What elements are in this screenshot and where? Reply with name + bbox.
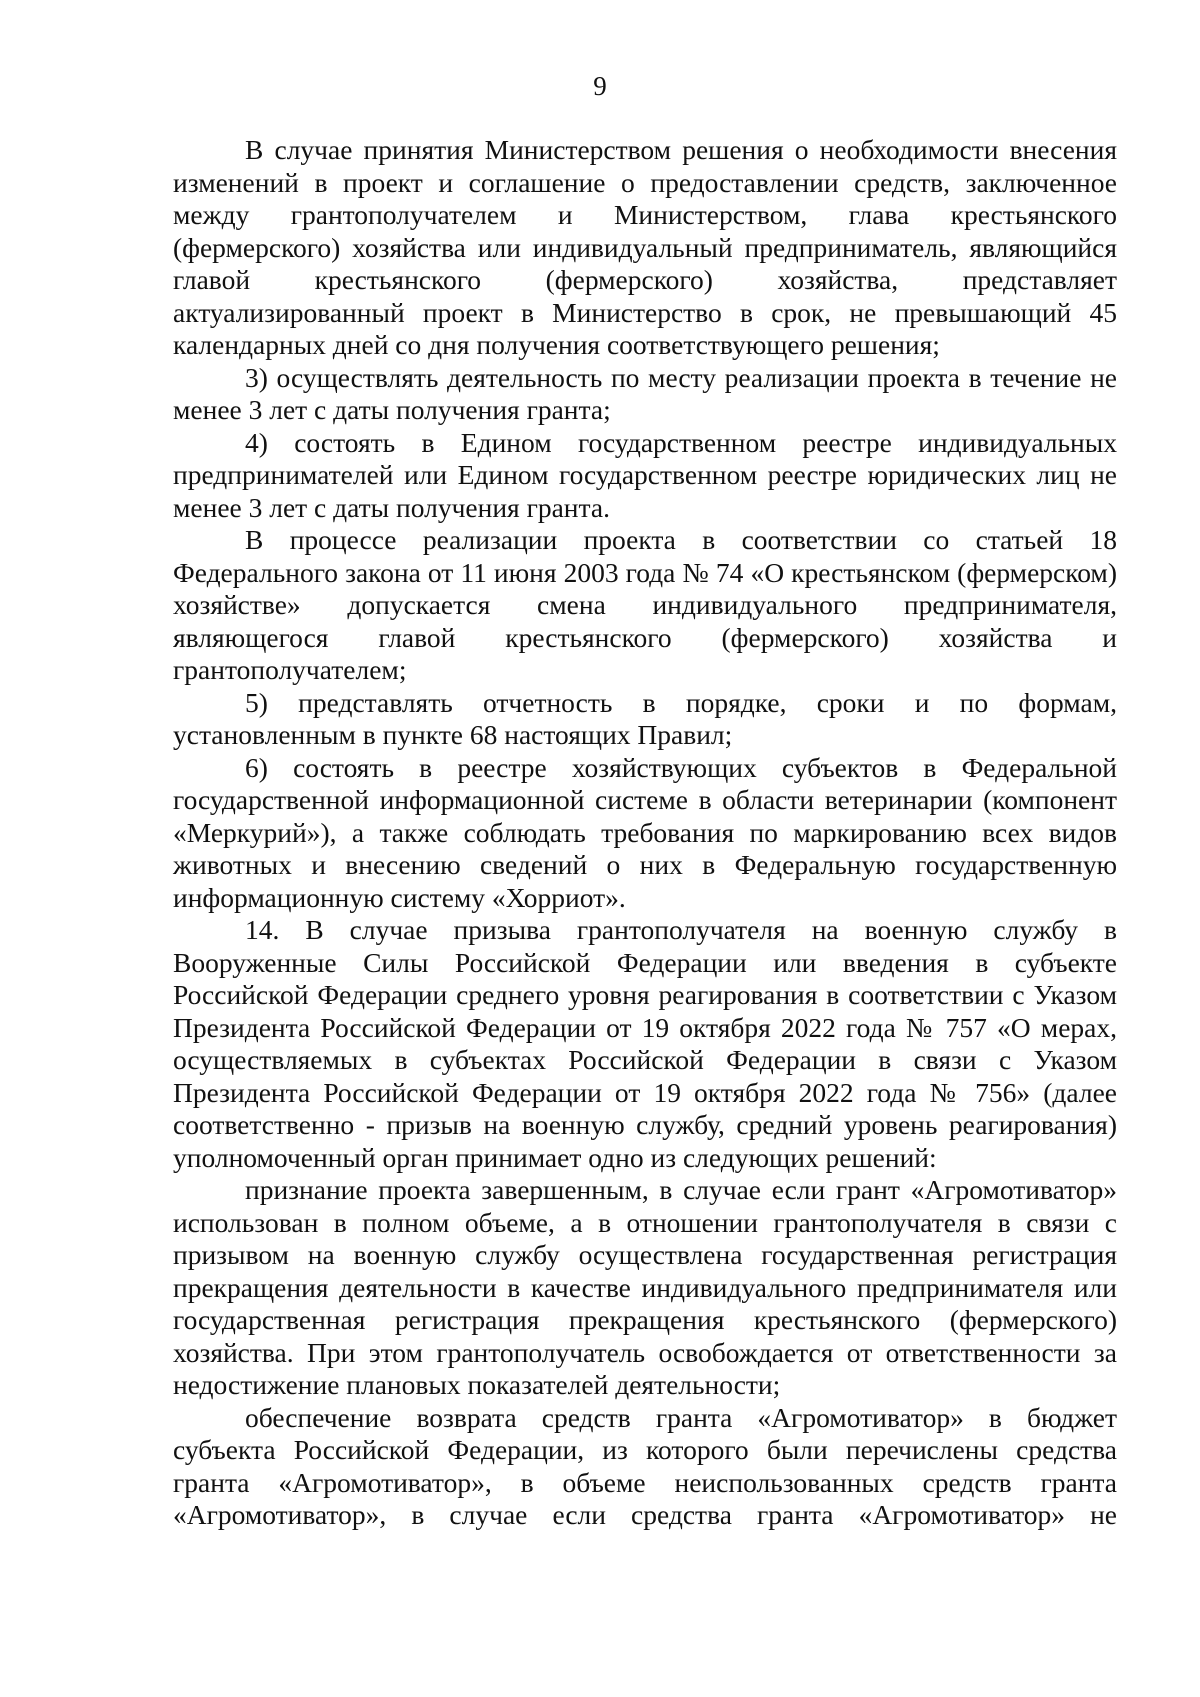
paragraph-project-process: В процессе реализации проекта в соответствии со статьей 18 Федерального закона от 11 июня 2003 года № 74 «О крестьянском (фермерском) хозяйстве» допускается смена индивидуального предпринимателя, являющегося главой крестьянского (фермерского) хозяйства и грантополучателем; (173, 524, 1117, 685)
paragraph-project-changes: В случае принятия Министерством решения о необходимости внесения изменений в проект и соглашение о предоставлении средств, заключенное между грантополучателем и Министерством, глава крестьянского (фермерского) хозяйства или индивидуальный предприниматель, являющийся главой крестьянского (фермерского) хозяйства, представляет актуализированный проект в Министерство в срок, не превышающий 45 календарных дней со дня получения соответствующего решения; (173, 134, 1117, 360)
paragraph-item-6: 6) состоять в реестре хозяйствующих субъектов в Федеральной государственной информационной системе в области ветеринарии (компонент «Меркурий»), а также соблюдать требования по маркированию всех видов животных и внесению сведений о них в Федеральную государственную информационную систему «Хорриот». (173, 751, 1117, 913)
paragraph-item-3: 3) осуществлять деятельность по месту реализации проекта в течение не менее 3 лет с даты получения гранта; (173, 361, 1117, 425)
paragraph-item-5: 5) представлять отчетность в порядке, сроки и по формам, установленным в пункте 68 настоящих Правил; (173, 686, 1117, 750)
paragraph-clause-14: 14. В случае призыва грантополучателя на военную службу в Вооруженные Силы Российской Федерации или введения в субъекте Российской Федерации среднего уровня реагирования в соответствии с Указом Президента Российской Федерации от 19 октября 2022 года № 757 «О мерах, осуществляемых в субъектах Российской Федерации в связи с Указом Президента Российской Федерации от 19 октября 2022 года № 756» (далее соответственно - призыв на военную службу, средний уровень реагирования) уполномоченный орган принимает одно из следующих решений: (173, 914, 1117, 1173)
document-body (173, 134, 1117, 1532)
paragraph-grant-return: обеспечение возврата средств гранта «Агромотиватор» в бюджет субъекта Российской Федерации, из которого были перечислены средства гранта «Агромотиватор», в объеме неиспользованных средств гранта «Агромотиватор», в случае если средства гранта «Агромотиватор» не (173, 1401, 1117, 1530)
paragraph-project-completed: признание проекта завершенным, в случае если грант «Агромотиватор» использован в полном объеме, а в отношении грантополучателя в связи с призывом на военную службу осуществлена государственная регистрация прекращения деятельности в качестве индивидуального предпринимателя или государственная регистрация прекращения крестьянского (фермерского) хозяйства. При этом грантополучатель освобождается от ответственности за недостижение плановых показателей деятельности; (173, 1174, 1117, 1400)
paragraph-item-4: 4) состоять в Едином государственном реестре индивидуальных предпринимателей или Едином государственном реестре юридических лиц не менее 3 лет с даты получения гранта. (173, 426, 1117, 523)
page-number: 9 (593, 71, 607, 101)
